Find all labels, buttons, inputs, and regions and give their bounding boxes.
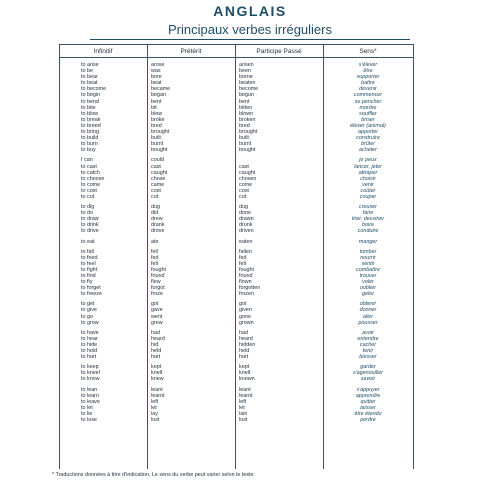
cell-infinitive: to draw — [81, 216, 99, 223]
cell-meaning: boire — [362, 222, 374, 229]
cell-meaning: combattre — [356, 266, 380, 273]
irregular-verbs-table — [59, 44, 413, 423]
cell-meaning: construire — [356, 135, 380, 142]
cell-preterite: let — [151, 404, 157, 411]
cell-past-participle: arisen — [239, 62, 254, 68]
cell-meaning: aller — [362, 313, 374, 320]
cell-meaning: voler — [362, 279, 374, 286]
cell-meaning: commencer — [353, 92, 383, 99]
cell-meaning: avoir — [362, 329, 374, 336]
cell-infinitive: to buy — [81, 147, 96, 154]
cell-preterite: cost — [151, 187, 161, 194]
cell-meaning: supporter — [356, 74, 380, 81]
verb-group — [59, 204, 413, 234]
cell-past-participle: cast — [239, 163, 249, 170]
cell-infinitive: to lie — [81, 410, 93, 417]
cell-past-participle: drunk — [239, 222, 253, 229]
cell-past-participle: cut — [239, 193, 247, 200]
cell-past-participle: heard — [239, 335, 253, 342]
cell-preterite: knelt — [151, 370, 163, 377]
cell-past-participle: been — [239, 68, 251, 75]
cell-meaning: mordre — [359, 104, 377, 111]
verb-group — [59, 387, 413, 424]
cell-past-participle: left — [239, 398, 247, 405]
cell-infinitive: to forget — [81, 285, 101, 292]
cell-past-participle: known — [239, 376, 255, 383]
cell-infinitive: to cut — [81, 193, 95, 200]
cell-infinitive: to drive — [81, 228, 99, 235]
cell-past-participle: begun — [239, 92, 254, 99]
cell-infinitive: to get — [81, 301, 95, 308]
page-title: ANGLAIS — [213, 3, 287, 19]
cell-infinitive: to have — [81, 329, 99, 336]
cell-infinitive: to bend — [81, 98, 99, 105]
cell-meaning: laisser — [360, 404, 376, 411]
cell-preterite: hurt — [151, 354, 161, 361]
cell-past-participle: hidden — [239, 341, 256, 348]
cell-preterite: cut — [151, 193, 159, 200]
verb-group — [59, 364, 413, 382]
cell-infinitive: to freeze — [81, 291, 102, 298]
cell-preterite: bit — [151, 104, 157, 111]
cell-infinitive: to feel — [81, 260, 96, 267]
cell-past-participle: gone — [239, 313, 251, 320]
cell-infinitive: to become — [81, 86, 107, 93]
cell-preterite: felt — [151, 260, 159, 267]
table-body — [59, 62, 413, 423]
cell-preterite: drank — [151, 222, 165, 229]
cell-infinitive: to go — [81, 313, 93, 320]
table-row — [59, 239, 413, 245]
cell-past-participle: broken — [239, 116, 256, 123]
cell-infinitive: to drink — [81, 222, 99, 229]
cell-preterite: lost — [151, 416, 160, 423]
cell-preterite: leant — [151, 386, 163, 393]
cell-infinitive: to cost — [81, 187, 97, 194]
cell-preterite: bred — [151, 122, 162, 129]
cell-preterite: built — [151, 135, 161, 142]
cell-preterite: brought — [151, 129, 170, 136]
cell-meaning: être — [363, 68, 373, 75]
table-header — [59, 45, 413, 58]
cell-preterite: fell — [151, 248, 158, 255]
cell-meaning: blesser — [359, 354, 377, 361]
cell-infinitive: to leave — [81, 398, 100, 405]
cell-meaning: manger — [358, 238, 378, 245]
cell-meaning: perdre — [360, 416, 376, 423]
cell-infinitive: to feed — [81, 254, 98, 261]
verb-group — [59, 157, 413, 200]
footnote: * Traductions données à titre d'indication. Le sens du verbe peut varier selon le texte. — [52, 472, 256, 478]
cell-meaning: trouver — [359, 273, 377, 279]
cell-preterite: knew — [151, 376, 164, 383]
cell-meaning: tirer, dessiner — [351, 216, 385, 223]
cell-meaning: cacher — [359, 341, 377, 348]
cell-infinitive: to catch — [81, 169, 100, 176]
cell-preterite: drove — [151, 228, 165, 235]
cell-past-participle: flown — [239, 279, 252, 286]
cell-past-participle: got — [239, 301, 247, 308]
cell-infinitive: to burn — [81, 141, 98, 148]
cell-meaning: apporter — [357, 129, 379, 136]
cell-past-participle: caught — [239, 169, 256, 176]
cell-preterite: bent — [151, 98, 162, 105]
cell-meaning: donner — [359, 307, 377, 314]
cell-preterite: grew — [151, 319, 163, 326]
cell-past-participle: blown — [239, 110, 254, 117]
cell-preterite: froze — [151, 291, 163, 298]
cell-meaning: obtenir — [359, 301, 377, 308]
cell-infinitive: to arise — [81, 62, 99, 68]
cell-past-participle: given — [239, 307, 252, 314]
cell-past-participle: bitten — [239, 104, 253, 111]
cell-preterite: went — [151, 313, 163, 320]
cell-meaning: oublier — [359, 285, 377, 292]
cell-past-participle: held — [239, 348, 250, 355]
cell-preterite: began — [151, 92, 166, 99]
cell-past-participle: borne — [239, 74, 253, 81]
cell-preterite: arose — [151, 62, 165, 68]
cell-past-participle: bent — [239, 98, 250, 105]
cell-past-participle: fed — [239, 254, 247, 261]
cell-meaning: conduire — [357, 228, 379, 235]
cell-preterite: dug — [151, 204, 160, 211]
cell-infinitive: to fly — [81, 279, 93, 286]
cell-infinitive: to lean — [81, 386, 98, 393]
cell-meaning: je peux — [359, 157, 377, 164]
verb-group — [59, 239, 413, 245]
cell-meaning: pousser — [358, 319, 378, 326]
cell-preterite: bought — [151, 147, 168, 154]
subtitle-divider — [90, 39, 410, 40]
cell-past-participle: built — [239, 135, 249, 142]
cell-infinitive: to fight — [81, 266, 98, 273]
cell-meaning: élever (animal) — [350, 122, 386, 129]
cell-past-participle: frozen — [239, 291, 254, 298]
cell-past-participle: fought — [239, 266, 254, 273]
cell-infinitive: to come — [81, 181, 101, 188]
cell-infinitive: to do — [81, 210, 93, 217]
cell-past-participle: beaten — [239, 80, 256, 87]
cell-preterite: fought — [151, 266, 166, 273]
cell-infinitive: to kneel — [81, 370, 100, 377]
table-border-right — [413, 44, 414, 469]
cell-meaning: venir — [362, 181, 374, 188]
cell-meaning: geler — [362, 291, 374, 298]
cell-meaning: attraper — [358, 169, 378, 176]
column-header-meaning: Sens* — [359, 47, 377, 55]
cell-infinitive: to choose — [81, 175, 105, 182]
cell-meaning: savoir — [360, 376, 376, 383]
cell-infinitive: to dig — [81, 204, 95, 211]
cell-infinitive: to fall — [81, 248, 94, 255]
cell-past-participle: come — [239, 181, 253, 188]
cell-past-participle: chosen — [239, 175, 257, 182]
cell-preterite: drew — [151, 216, 163, 223]
verb-group — [59, 249, 413, 298]
cell-meaning: entendre — [357, 335, 379, 342]
cell-infinitive: I can — [81, 157, 93, 164]
cell-meaning: quitter — [360, 398, 376, 405]
cell-preterite: could — [151, 157, 164, 164]
cell-infinitive: to find — [81, 273, 96, 279]
cell-preterite: gave — [151, 307, 163, 314]
cell-meaning: acheter — [359, 147, 377, 154]
column-header-infinitive: Infinitif — [93, 47, 113, 55]
cell-past-participle: fallen — [239, 248, 252, 255]
cell-meaning: creuser — [359, 204, 377, 211]
cell-past-participle: kept — [239, 364, 250, 371]
cell-meaning: briser — [361, 116, 375, 123]
cell-infinitive: to build — [81, 135, 99, 142]
cell-preterite: left — [151, 398, 159, 405]
table-row — [59, 228, 413, 234]
cell-infinitive: to blow — [81, 110, 99, 117]
cell-past-participle: eaten — [239, 238, 253, 245]
cell-preterite: blew — [151, 110, 163, 117]
cell-meaning: sentir — [361, 260, 375, 267]
cell-past-participle: felt — [239, 260, 247, 267]
column-header-preterite: Prétérit — [180, 47, 202, 55]
cell-meaning: s'appuyer — [356, 386, 380, 393]
cell-past-participle: brought — [239, 129, 258, 136]
cell-infinitive: to bring — [81, 129, 99, 136]
cell-meaning: devenir — [359, 86, 377, 93]
cell-meaning: nourrir — [360, 254, 376, 261]
cell-infinitive: to lose — [81, 416, 97, 423]
cell-preterite: learnt — [151, 392, 165, 399]
cell-past-participle: lain — [239, 410, 248, 417]
cell-preterite: flew — [151, 279, 161, 286]
cell-meaning: tomber — [359, 248, 377, 255]
cell-preterite: caught — [151, 169, 168, 176]
cell-past-participle: learnt — [239, 392, 253, 399]
cell-infinitive: to beat — [81, 80, 98, 87]
cell-meaning: garder — [360, 364, 376, 371]
table-row — [59, 147, 413, 153]
cell-infinitive: to breed — [81, 122, 101, 129]
table-row — [59, 291, 413, 297]
cell-meaning: tenir — [362, 348, 374, 355]
cell-infinitive: to hear — [81, 335, 98, 342]
cell-past-participle: knelt — [239, 370, 251, 377]
verb-group — [59, 330, 413, 360]
cell-meaning: faire — [362, 210, 374, 217]
cell-past-participle: bred — [239, 122, 250, 129]
cell-preterite: bore — [151, 74, 162, 81]
cell-infinitive: to hurt — [81, 354, 97, 361]
cell-past-participle: become — [239, 86, 259, 93]
cell-past-participle: leant — [239, 386, 251, 393]
cell-preterite: got — [151, 301, 159, 308]
cell-meaning: battre — [361, 80, 375, 87]
cell-infinitive: to hold — [81, 348, 98, 355]
cell-preterite: became — [151, 86, 171, 93]
table-row — [59, 354, 413, 360]
cell-preterite: chose — [151, 175, 166, 182]
cell-past-participle: lost — [239, 416, 248, 423]
cell-preterite: ate — [151, 238, 159, 245]
cell-past-participle: drawn — [239, 216, 254, 223]
cell-preterite: cast — [151, 163, 161, 170]
cell-meaning: couper — [359, 193, 377, 200]
cell-past-participle: forgotten — [239, 285, 261, 292]
cell-past-participle: let — [239, 404, 245, 411]
cell-past-participle: driven — [239, 228, 254, 235]
cell-infinitive: to know — [81, 376, 100, 383]
cell-infinitive: to let — [81, 404, 93, 411]
cell-infinitive: to eat — [81, 238, 95, 245]
cell-preterite: did — [151, 210, 159, 217]
cell-preterite: came — [151, 181, 165, 188]
cell-infinitive: to be — [81, 68, 93, 75]
cell-preterite: was — [151, 68, 161, 75]
cell-past-participle: grown — [239, 319, 254, 326]
cell-preterite: kept — [151, 364, 162, 371]
cell-meaning: s'agenouiller — [352, 370, 384, 377]
table-row — [59, 376, 413, 382]
cell-past-participle: cost — [239, 187, 249, 194]
cell-preterite: had — [151, 329, 160, 336]
table-row — [59, 320, 413, 326]
column-header-past-participle: Participe Passé — [256, 47, 302, 55]
cell-infinitive: to learn — [81, 392, 99, 399]
cell-preterite: lay — [151, 410, 158, 417]
cell-preterite: burnt — [151, 141, 164, 148]
cell-past-participle: bought — [239, 147, 256, 154]
table-row — [59, 194, 413, 200]
cell-preterite: heard — [151, 335, 165, 342]
cell-preterite: broke — [151, 116, 165, 123]
cell-infinitive: to bite — [81, 104, 96, 111]
page-subtitle: Principaux verbes irréguliers — [167, 22, 332, 37]
cell-meaning: choisir — [360, 175, 376, 182]
verb-group — [59, 301, 413, 325]
cell-preterite: found — [151, 273, 165, 279]
cell-past-participle: done — [239, 210, 251, 217]
cell-meaning: se pencher — [354, 98, 382, 105]
verb-group — [59, 62, 413, 153]
cell-past-participle: dug — [239, 204, 248, 211]
cell-preterite: held — [151, 348, 162, 355]
cell-past-participle: burnt — [239, 141, 252, 148]
cell-preterite: forgot — [151, 285, 165, 292]
cell-meaning: coûter — [360, 187, 376, 194]
cell-infinitive: to bear — [81, 74, 98, 81]
cell-past-participle: had — [239, 329, 248, 336]
table-row — [59, 417, 413, 423]
cell-meaning: souffler — [359, 110, 377, 117]
cell-infinitive: to hide — [81, 341, 98, 348]
cell-past-participle: hurt — [239, 354, 249, 361]
cell-meaning: s'élever — [358, 62, 378, 68]
cell-infinitive: to begin — [81, 92, 101, 99]
cell-preterite: fed — [151, 254, 159, 261]
cell-past-participle: found — [239, 273, 253, 279]
cell-meaning: lancer, jeter — [354, 163, 382, 170]
cell-meaning: être étendu — [354, 410, 382, 417]
cell-preterite: beat — [151, 80, 162, 87]
cell-infinitive: to give — [81, 307, 97, 314]
cell-infinitive: to keep — [81, 364, 99, 371]
cell-infinitive: to cast — [81, 163, 97, 170]
cell-preterite: hid — [151, 341, 159, 348]
cell-meaning: brûler — [361, 141, 375, 148]
cell-meaning: apprendre — [355, 392, 381, 399]
cell-infinitive: to break — [81, 116, 101, 123]
cell-infinitive: to grow — [81, 319, 99, 326]
